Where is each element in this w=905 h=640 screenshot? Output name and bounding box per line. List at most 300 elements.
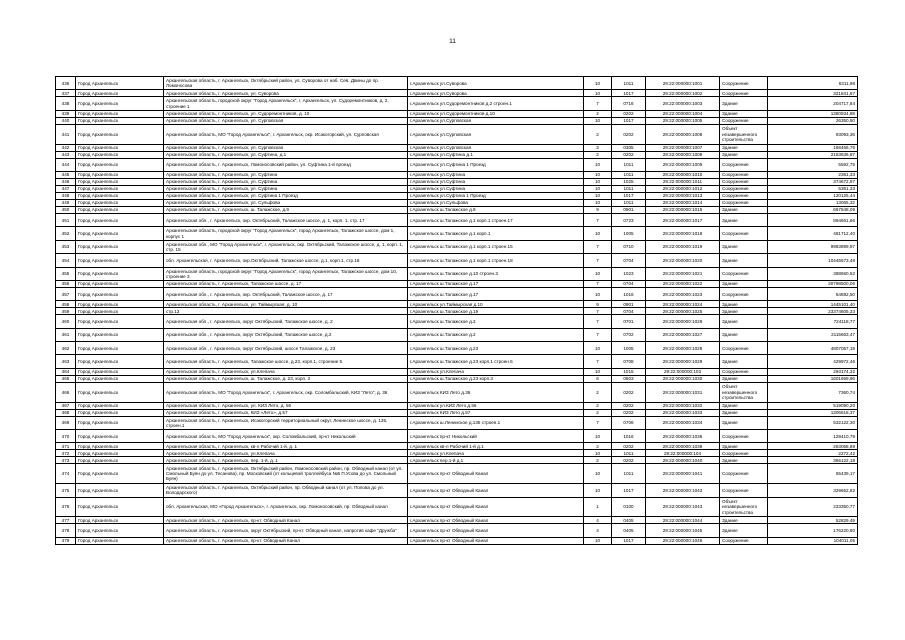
table-row bbox=[56, 110, 858, 117]
row-number: 460 bbox=[56, 315, 76, 328]
table-row bbox=[56, 368, 858, 375]
group-code-cell: 7 bbox=[584, 280, 612, 287]
cadastral-value-cell: 724118,77 bbox=[768, 315, 858, 328]
subgroup-code-cell: 0603 bbox=[612, 375, 646, 382]
table-row bbox=[56, 254, 858, 267]
cadastral-value-cell: 9983899,97 bbox=[768, 240, 858, 253]
row-number: 452 bbox=[56, 227, 76, 240]
subgroup-code-cell: 0202 bbox=[612, 151, 646, 158]
subgroup-code-cell: 1005 bbox=[612, 227, 646, 240]
cadastral-value-cell: 374672,97 bbox=[768, 178, 858, 185]
cadastral-value-cell: 321841,67 bbox=[768, 90, 858, 97]
group-code-cell: 10 bbox=[584, 199, 612, 206]
group-code-cell: 7 bbox=[584, 308, 612, 315]
full-address-cell: Архангельская область, г. Архангельск, ул. Суфтина 1 Проезд bbox=[164, 192, 408, 199]
subgroup-code-cell: 0716 bbox=[612, 97, 646, 110]
object-type-cell: Сооружение bbox=[720, 178, 768, 185]
subgroup-code-cell: 0710 bbox=[612, 240, 646, 253]
short-address-cell: г.Архангельск пр-кт Обводный Канал bbox=[408, 497, 584, 517]
object-type-cell: Сооружение bbox=[720, 450, 768, 457]
table-row bbox=[56, 124, 858, 144]
full-address-cell: Архангельская область, г. Архангельск, пр-кт. Обводный Канал bbox=[164, 537, 408, 544]
row-number: 472 bbox=[56, 450, 76, 457]
row-number: 478 bbox=[56, 524, 76, 537]
municipality-cell: Город Архангельск bbox=[76, 97, 164, 110]
cadastral-value-cell: 532122,30 bbox=[768, 416, 858, 429]
short-address-cell: г.Архангельск ул.Клепача bbox=[408, 368, 584, 375]
row-number: 439 bbox=[56, 110, 76, 117]
cadastral-number-cell: 29:22:000000:1008 bbox=[646, 151, 720, 158]
row-number: 470 bbox=[56, 430, 76, 443]
cadastral-number-cell: 29:22:000000:1042 bbox=[646, 484, 720, 497]
full-address-cell: Архангельская область, г. Архангельск, Исакогорский территориальный округ, Ленинское шоссе, д. 135, строен.1 bbox=[164, 416, 408, 429]
cadastral-number-cell: 29:22:000000:104 bbox=[646, 450, 720, 457]
group-code-cell: 7 bbox=[584, 328, 612, 341]
table-row bbox=[56, 342, 858, 355]
cadastral-number-cell: 29:22:000000:1032 bbox=[646, 402, 720, 409]
table-row bbox=[56, 497, 858, 517]
page-number: 11 bbox=[449, 38, 456, 45]
subgroup-code-cell: 1017 bbox=[612, 192, 646, 199]
object-type-cell: Здание bbox=[720, 280, 768, 287]
object-type-cell: Сооружение bbox=[720, 77, 768, 90]
cadastral-number-cell: 29:22:000000:1015 bbox=[646, 206, 720, 213]
object-type-cell: Сооружение bbox=[720, 185, 768, 192]
cadastral-number-cell: 29:22:000000:1007 bbox=[646, 144, 720, 151]
municipality-cell: Город Архангельск bbox=[76, 537, 164, 544]
cadastral-number-cell: 29:22:000000:1004 bbox=[646, 110, 720, 117]
full-address-cell: обл. Архангельская, МО «Город Архангельск», г. Архангельск, окр. Ломоносовский, пр. Обводный канал bbox=[164, 497, 408, 517]
cadastral-number-cell: 29:22:000000:1009 bbox=[646, 158, 720, 171]
subgroup-code-cell: 0202 bbox=[612, 382, 646, 402]
object-type-cell: Здание bbox=[720, 151, 768, 158]
cadastral-value-cell: 2272,42 bbox=[768, 450, 858, 457]
row-number: 479 bbox=[56, 537, 76, 544]
subgroup-code-cell: 1025 bbox=[612, 178, 646, 185]
subgroup-code-cell: 0100 bbox=[612, 497, 646, 517]
cadastral-value-cell: 388660,52 bbox=[768, 267, 858, 280]
municipality-cell: Город Архангельск bbox=[76, 375, 164, 382]
short-address-cell: г.Архангельск ш.Талажское д.2 bbox=[408, 328, 584, 341]
cadastral-number-cell: 29:22:000000:1019 bbox=[646, 240, 720, 253]
object-type-cell: Сооружение bbox=[720, 158, 768, 171]
group-code-cell: 10 bbox=[584, 368, 612, 375]
object-type-cell: Сооружение bbox=[720, 90, 768, 97]
full-address-cell: обл. Архангельская, г. Архангельск, окр.Октябрьский, Талажское шоссе, д.1, корп.1, стр.18 bbox=[164, 254, 408, 267]
object-type-cell: Объект незавершенного строительства bbox=[720, 497, 768, 517]
cadastral-value-cell: 104011,05 bbox=[768, 537, 858, 544]
table-row bbox=[56, 97, 858, 110]
table-row bbox=[56, 213, 858, 226]
short-address-cell: г.Архангельск ул.Суфтина 1 Проезд bbox=[408, 158, 584, 171]
short-address-cell: г.Архангельск ул.Сульфова bbox=[408, 199, 584, 206]
group-code-cell: 3 bbox=[584, 144, 612, 151]
cadastral-value-cell: 129410,79 bbox=[768, 430, 858, 443]
object-type-cell: Сооружение bbox=[720, 192, 768, 199]
cadastral-value-cell: 365122,18 bbox=[768, 457, 858, 464]
row-number: 459 bbox=[56, 308, 76, 315]
municipality-cell: Город Архангельск bbox=[76, 301, 164, 308]
short-address-cell: г.Архангельск пр-кт Обводный Канал bbox=[408, 524, 584, 537]
row-number: 443 bbox=[56, 151, 76, 158]
short-address-cell: г.Архангельск ш.Талажское д.1 корп.1 строен.15 bbox=[408, 240, 584, 253]
cadastral-number-cell: 29:22:000000:1011 bbox=[646, 178, 720, 185]
cadastral-value-cell: 7360,74 bbox=[768, 382, 858, 402]
cadastral-value-cell: 233350,77 bbox=[768, 497, 858, 517]
short-address-cell: г.Архангельск КИЗ Лето д.36 bbox=[408, 382, 584, 402]
row-number: 467 bbox=[56, 402, 76, 409]
group-code-cell: 2 bbox=[584, 409, 612, 416]
table-row bbox=[56, 158, 858, 171]
row-number: 468 bbox=[56, 409, 76, 416]
row-number: 462 bbox=[56, 342, 76, 355]
subgroup-code-cell: 0202 bbox=[612, 409, 646, 416]
municipality-cell: Город Архангельск bbox=[76, 178, 164, 185]
short-address-cell: г.Архангельск ш.Талажское д.23 корп.1 строен.5 bbox=[408, 355, 584, 368]
subgroup-code-cell: 0706 bbox=[612, 416, 646, 429]
table-row bbox=[56, 287, 858, 300]
short-address-cell: г.Архангельск ул.Клепача bbox=[408, 450, 584, 457]
object-type-cell: Здание bbox=[720, 409, 768, 416]
municipality-cell: Город Архангельск bbox=[76, 254, 164, 267]
cadastral-value-cell: 1601659,96 bbox=[768, 375, 858, 382]
full-address-cell: Архангельская обл., г. Архангельск, округ Октябрьский, Талажское шоссе, д.2 bbox=[164, 328, 408, 341]
cadastral-number-cell: 29:22:000000:1025 bbox=[646, 308, 720, 315]
municipality-cell: Город Архангельск bbox=[76, 90, 164, 97]
cadastral-number-cell: 29:22:000000:1023 bbox=[646, 287, 720, 300]
cadastral-value-cell: 894661,66 bbox=[768, 213, 858, 226]
subgroup-code-cell: 1011 bbox=[612, 158, 646, 171]
object-type-cell: Сооружение bbox=[720, 464, 768, 484]
object-type-cell: Здание bbox=[720, 110, 768, 117]
row-number: 458 bbox=[56, 301, 76, 308]
row-number: 447 bbox=[56, 185, 76, 192]
row-number: 446 bbox=[56, 178, 76, 185]
short-address-cell: г.Архангельск ш.Талажское д.17 bbox=[408, 280, 584, 287]
table-row bbox=[56, 328, 858, 341]
cadastral-number-cell: 29:22:000000:1024 bbox=[646, 301, 720, 308]
municipality-cell: Город Архангельск bbox=[76, 185, 164, 192]
subgroup-code-cell: 0708 bbox=[612, 355, 646, 368]
full-address-cell: Архангельская обл., г. Архангельск, окр. Октябрьский, Талажское шоссе, д. 17 bbox=[164, 287, 408, 300]
cadastral-number-cell: 29:22:000000:1045 bbox=[646, 524, 720, 537]
object-type-cell: Здание bbox=[720, 254, 768, 267]
subgroup-code-cell: 1011 bbox=[612, 77, 646, 90]
row-number: 476 bbox=[56, 497, 76, 517]
subgroup-code-cell: 0405 bbox=[612, 517, 646, 524]
table-row bbox=[56, 409, 858, 416]
object-type-cell: Сооружение bbox=[720, 430, 768, 443]
object-type-cell: Здание bbox=[720, 144, 768, 151]
municipality-cell: Город Архангельск bbox=[76, 151, 164, 158]
municipality-cell: Город Архангельск bbox=[76, 450, 164, 457]
cadastral-value-cell: 26350,50 bbox=[768, 117, 858, 124]
group-code-cell: 10 bbox=[584, 185, 612, 192]
row-number: 450 bbox=[56, 206, 76, 213]
cadastral-number-cell: 29:22:000000:1014 bbox=[646, 199, 720, 206]
group-code-cell: 10 bbox=[584, 464, 612, 484]
row-number: 466 bbox=[56, 382, 76, 402]
cadastral-number-cell: 29:22:000000:1043 bbox=[646, 497, 720, 517]
table-row bbox=[56, 430, 858, 443]
full-address-cell: Архангельская область, г. Архангельск, ул. Суворова bbox=[164, 90, 408, 97]
subgroup-code-cell: 1005 bbox=[612, 342, 646, 355]
cadastral-value-cell: 52829,49 bbox=[768, 517, 858, 524]
group-code-cell: 1 bbox=[584, 497, 612, 517]
subgroup-code-cell: 1016 bbox=[612, 287, 646, 300]
short-address-cell: г.Архангельск ш.Талажское д.2 bbox=[408, 315, 584, 328]
table-row bbox=[56, 206, 858, 213]
group-code-cell: 10 bbox=[584, 158, 612, 171]
municipality-cell: Город Архангельск bbox=[76, 124, 164, 144]
table-row bbox=[56, 457, 858, 464]
full-address-cell: Архангельская область, г. Архангельск, ул.Клепача bbox=[164, 450, 408, 457]
cadastral-number-cell: 29:22:000000:1012 bbox=[646, 185, 720, 192]
short-address-cell: г.Архангельск ш.Талажское д.17 bbox=[408, 287, 584, 300]
short-address-cell: г.Архангельск ш.Талажское д.23 bbox=[408, 342, 584, 355]
row-number: 448 bbox=[56, 192, 76, 199]
table-row bbox=[56, 192, 858, 199]
cadastral-number-cell: 29:22:000000:1020 bbox=[646, 254, 720, 267]
group-code-cell: 10 bbox=[584, 450, 612, 457]
municipality-cell: Город Архангельск bbox=[76, 464, 164, 484]
group-code-cell: 2 bbox=[584, 151, 612, 158]
full-address-cell: Архангельская область, г. Архангельск, ул. КИЗ Лето, д. 56 bbox=[164, 402, 408, 409]
municipality-cell: Город Архангельск bbox=[76, 517, 164, 524]
group-code-cell: 4 bbox=[584, 524, 612, 537]
group-code-cell: 7 bbox=[584, 355, 612, 368]
subgroup-code-cell: 0405 bbox=[612, 524, 646, 537]
full-address-cell: Архангельская область, г. Архангельск, ул. Суфтина bbox=[164, 178, 408, 185]
subgroup-code-cell: 1017 bbox=[612, 90, 646, 97]
cadastral-value-cell: 5361,33 bbox=[768, 185, 858, 192]
row-number: 456 bbox=[56, 280, 76, 287]
table-row bbox=[56, 185, 858, 192]
group-code-cell: 10 bbox=[584, 77, 612, 90]
group-code-cell: 2 bbox=[584, 443, 612, 450]
cadastral-value-cell: 176220,80 bbox=[768, 524, 858, 537]
row-number: 477 bbox=[56, 517, 76, 524]
table-row bbox=[56, 402, 858, 409]
full-address-cell: Архангельская область, г. Архангельск, ш. Талажское, д.9 bbox=[164, 206, 408, 213]
cadastral-value-cell: 1380934,88 bbox=[768, 110, 858, 117]
municipality-cell: Город Архангельск bbox=[76, 240, 164, 253]
cadastral-value-cell: 5592,75 bbox=[768, 158, 858, 171]
full-address-cell: Архангельская область, г. Архангельск, ул. Сурповская bbox=[164, 144, 408, 151]
full-address-cell: Архангельская область, г. Архангельск, ул. Таймырская, д. 10 bbox=[164, 301, 408, 308]
short-address-cell: г.Архангельск ул.Суфтина bbox=[408, 178, 584, 185]
short-address-cell: г.Архангельск ул.Суфтина bbox=[408, 185, 584, 192]
row-number: 445 bbox=[56, 171, 76, 178]
full-address-cell: Архангельская обл., г. Архангельск, округ Октябрьский, Талажское шоссе, д. 2 bbox=[164, 315, 408, 328]
cadastral-value-cell: 667848,09 bbox=[768, 206, 858, 213]
object-type-cell: Здание bbox=[720, 315, 768, 328]
subgroup-code-cell: 1017 bbox=[612, 537, 646, 544]
cadastral-value-cell: 204717,84 bbox=[768, 97, 858, 110]
object-type-cell: Объект незавершенного строительства bbox=[720, 124, 768, 144]
group-code-cell: 2 bbox=[584, 124, 612, 144]
short-address-cell: г.Архангельск ул.Сурповская bbox=[408, 124, 584, 144]
group-code-cell: 2 bbox=[584, 402, 612, 409]
short-address-cell: г.Архангельск пер.1-й д.1 bbox=[408, 457, 584, 464]
short-address-cell: г.Архангельск ул.Суфтина д.1 bbox=[408, 151, 584, 158]
object-type-cell: Здание bbox=[720, 416, 768, 429]
municipality-cell: Город Архангельск bbox=[76, 524, 164, 537]
group-code-cell: 7 bbox=[584, 254, 612, 267]
short-address-cell: г.Архангельск пр-кт Обводный Канал bbox=[408, 517, 584, 524]
table-row bbox=[56, 90, 858, 97]
subgroup-code-cell: 1011 bbox=[612, 171, 646, 178]
full-address-cell: Архангельская область, г. Архангельск, ул. Сульфова bbox=[164, 199, 408, 206]
row-number: 440 bbox=[56, 117, 76, 124]
short-address-cell: г.Архангельск ул.Суворова bbox=[408, 77, 584, 90]
subgroup-code-cell: 0901 bbox=[612, 301, 646, 308]
full-address-cell: Архангельская область, МО "Город Архангельск", окр. Соломбальский, пр-кт Никольский bbox=[164, 430, 408, 443]
cadastral-number-cell: 29:22:000000:1013 bbox=[646, 192, 720, 199]
table-row bbox=[56, 199, 858, 206]
row-number: 442 bbox=[56, 144, 76, 151]
cadastral-number-cell: 29:22:000000:1006 bbox=[646, 124, 720, 144]
object-type-cell: Здание bbox=[720, 517, 768, 524]
object-type-cell: Сооружение bbox=[720, 368, 768, 375]
full-address-cell: Архангельская область, г. Архангельск, Талажское шоссе, д. 17 bbox=[164, 280, 408, 287]
municipality-cell: Город Архангельск bbox=[76, 416, 164, 429]
cadastral-number-cell: 29:22:000000:1001 bbox=[646, 77, 720, 90]
row-number: 457 bbox=[56, 287, 76, 300]
row-number: 474 bbox=[56, 464, 76, 484]
full-address-cell: Архангельская область, г. Архангельск, пер. 1-й, д. 1 bbox=[164, 457, 408, 464]
object-type-cell: Здание bbox=[720, 240, 768, 253]
full-address-cell: Архангельская область, г. Архангельск, ул. Судоремонтников, д. 10 bbox=[164, 110, 408, 117]
cadastral-value-cell: 481712,40 bbox=[768, 227, 858, 240]
table-row bbox=[56, 450, 858, 457]
full-address-cell: Архангельская область, г. Архангельск, ш. Талажское, д. 23, корп. 3 bbox=[164, 375, 408, 382]
table-row bbox=[56, 484, 858, 497]
object-type-cell: Здание bbox=[720, 97, 768, 110]
municipality-cell: Город Архангельск bbox=[76, 280, 164, 287]
subgroup-code-cell: 1017 bbox=[612, 484, 646, 497]
cadastral-value-cell: 293174,32 bbox=[768, 368, 858, 375]
subgroup-code-cell: 0202 bbox=[612, 124, 646, 144]
cadastral-value-cell: 1445101,40 bbox=[768, 301, 858, 308]
subgroup-code-cell: 0702 bbox=[612, 328, 646, 341]
table-row bbox=[56, 315, 858, 328]
table-row bbox=[56, 144, 858, 151]
cadastral-value-cell: 23374605,33 bbox=[768, 308, 858, 315]
row-number: 444 bbox=[56, 158, 76, 171]
row-number: 451 bbox=[56, 213, 76, 226]
table-row bbox=[56, 443, 858, 450]
cadastral-number-cell: 29:22:000000:1031 bbox=[646, 382, 720, 402]
subgroup-code-cell: 1016 bbox=[612, 430, 646, 443]
full-address-cell: Архангельская область, г. Архангельск, пр-кт. Обводный Канал bbox=[164, 517, 408, 524]
municipality-cell: Город Архангельск bbox=[76, 117, 164, 124]
group-code-cell: 6 bbox=[584, 375, 612, 382]
cadastral-value-cell: 120125,44 bbox=[768, 192, 858, 199]
full-address-cell: стр.13 bbox=[164, 308, 408, 315]
cadastral-value-cell: 2361,33 bbox=[768, 171, 858, 178]
group-code-cell: 10 bbox=[584, 192, 612, 199]
short-address-cell: г.Архангельск ул.Сурповская bbox=[408, 117, 584, 124]
object-type-cell: Здание bbox=[720, 457, 768, 464]
short-address-cell: г.Архангельск пр-кт Обводный Канал bbox=[408, 537, 584, 544]
row-number: 464 bbox=[56, 368, 76, 375]
municipality-cell: Город Архангельск bbox=[76, 213, 164, 226]
municipality-cell: Город Архангельск bbox=[76, 308, 164, 315]
short-address-cell: г.Архангельск ул.Суфтина 1 Проезд bbox=[408, 192, 584, 199]
row-number: 453 bbox=[56, 240, 76, 253]
municipality-cell: Город Архангельск bbox=[76, 328, 164, 341]
object-type-cell: Здание bbox=[720, 402, 768, 409]
cadastral-number-cell: 29:22:000000:1033 bbox=[646, 409, 720, 416]
municipality-cell: Город Архангельск bbox=[76, 199, 164, 206]
group-code-cell: 10 bbox=[584, 537, 612, 544]
cadastral-value-cell: 30798500,06 bbox=[768, 280, 858, 287]
full-address-cell: Архангельская область, г. Архангельск, ул.Клепача bbox=[164, 368, 408, 375]
table-row bbox=[56, 382, 858, 402]
subgroup-code-cell: 1011 bbox=[612, 464, 646, 484]
row-number: 471 bbox=[56, 443, 76, 450]
object-type-cell: Здание bbox=[720, 213, 768, 226]
object-type-cell: Сооружение bbox=[720, 199, 768, 206]
row-number: 461 bbox=[56, 328, 76, 341]
short-address-cell: г.Архангельск КИЗ Лето д.57 bbox=[408, 409, 584, 416]
object-type-cell: Здание bbox=[720, 328, 768, 341]
cadastral-value-cell: 2115663,47 bbox=[768, 328, 858, 341]
table-row bbox=[56, 517, 858, 524]
subgroup-code-cell: 0202 bbox=[612, 443, 646, 450]
municipality-cell: Город Архангельск bbox=[76, 430, 164, 443]
subgroup-code-cell: 0704 bbox=[612, 308, 646, 315]
group-code-cell: 10 bbox=[584, 342, 612, 355]
municipality-cell: Город Архангельск bbox=[76, 227, 164, 240]
cadastral-value-cell: 429972,46 bbox=[768, 355, 858, 368]
cadastral-number-cell: 29:22:000000:1026 bbox=[646, 315, 720, 328]
full-address-cell: Архангельская область, г. Архангельск, КИЗ «Лето», д.57 bbox=[164, 409, 408, 416]
short-address-cell: г.Архангельск кв-л Рабочий 1-й д.1 bbox=[408, 443, 584, 450]
municipality-cell: Город Архангельск bbox=[76, 110, 164, 117]
table-row bbox=[56, 464, 858, 484]
cadastral-number-cell: 29:22:000000:1027 bbox=[646, 328, 720, 341]
full-address-cell: Архангельская обл., г. Архангельск, окр. Октябрьский, Талажское шоссе, д. 1, корп. 1, стр. 17 bbox=[164, 213, 408, 226]
short-address-cell: г.Архангельск пр-кт Обводный Канал bbox=[408, 484, 584, 497]
cadastral-number-cell: 29:22:000000:1030 bbox=[646, 375, 720, 382]
object-type-cell: Сооружение bbox=[720, 537, 768, 544]
cadastral-value-cell: 1306618,37 bbox=[768, 409, 858, 416]
group-code-cell: 10 bbox=[584, 90, 612, 97]
registry-table bbox=[55, 76, 858, 545]
subgroup-code-cell: 1011 bbox=[612, 185, 646, 192]
municipality-cell: Город Архангельск bbox=[76, 368, 164, 375]
full-address-cell: Архангельская область, городской округ "Город Архангельск", г. Архангельск, ул. Судоремонтников, д. 2, строение 1 bbox=[164, 97, 408, 110]
short-address-cell: г.Архангельск ул.Суворова bbox=[408, 90, 584, 97]
subgroup-code-cell: 0704 bbox=[612, 254, 646, 267]
row-number: 437 bbox=[56, 90, 76, 97]
cadastral-value-cell: 13065,32 bbox=[768, 199, 858, 206]
table-row bbox=[56, 77, 858, 90]
group-code-cell: 10 bbox=[584, 430, 612, 443]
subgroup-code-cell: 1011 bbox=[612, 450, 646, 457]
table-row bbox=[56, 280, 858, 287]
table-row bbox=[56, 171, 858, 178]
cadastral-number-cell: 29:22:000000:1041 bbox=[646, 464, 720, 484]
full-address-cell: Архангельская область, городской округ "Город Архангельск", город Архангельск, Талажское шоссе, дом 10, строение 3 bbox=[164, 267, 408, 280]
object-type-cell: Сооружение bbox=[720, 267, 768, 280]
cadastral-number-cell: 29:22:000000:1038 bbox=[646, 443, 720, 450]
table-row bbox=[56, 537, 858, 544]
cadastral-number-cell: 29:22:000000:1005 bbox=[646, 117, 720, 124]
table-row bbox=[56, 240, 858, 253]
